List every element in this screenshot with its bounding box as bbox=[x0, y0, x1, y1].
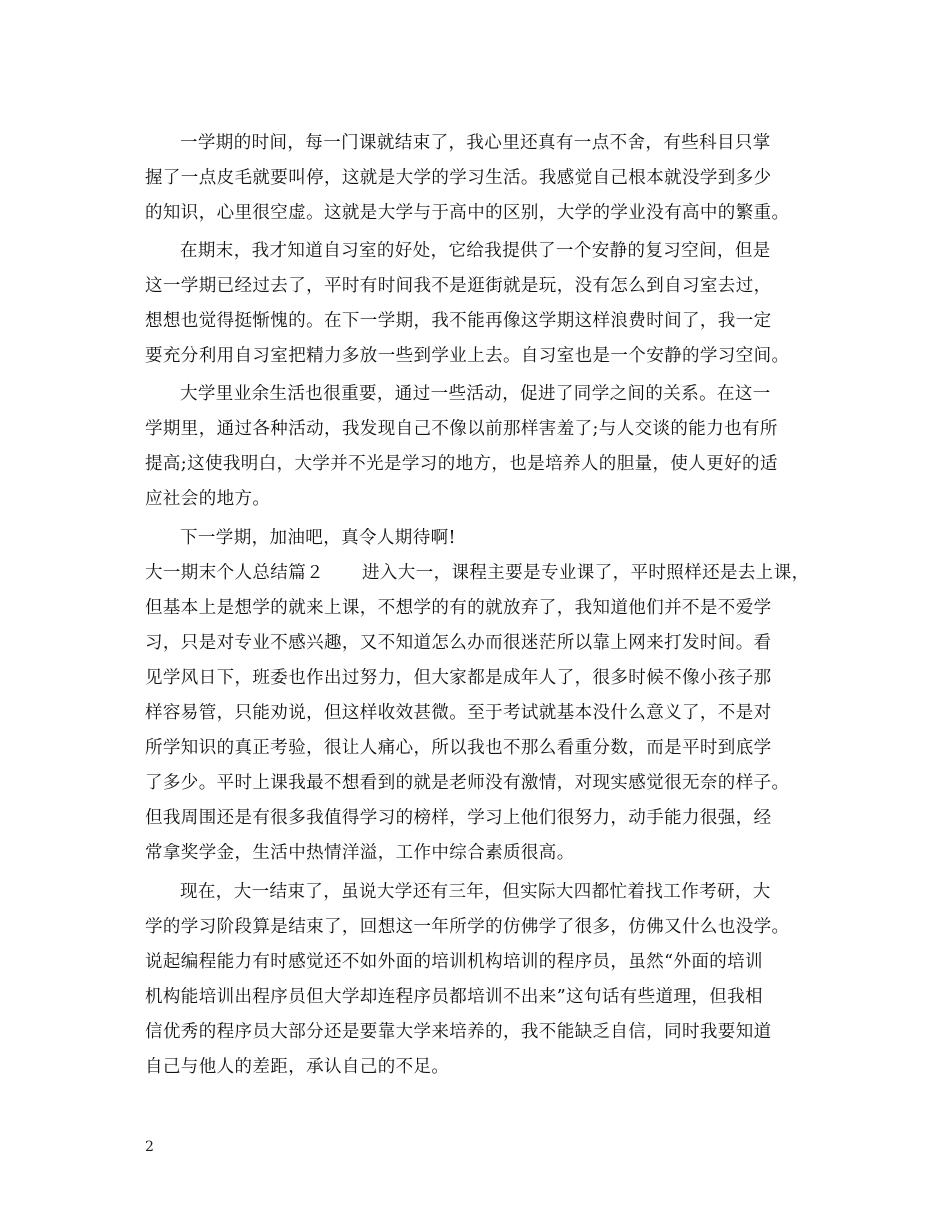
text-line: 样容易管，只能劝说，但这样收效甚微。至于考试就基本没什么意义了，不是对 bbox=[145, 703, 772, 723]
text-line: 进入大一，课程主要是专业课了，平时照样还是去上课， bbox=[362, 563, 810, 583]
text-line: 说起编程能力有时感觉还不如外面的培训机构培训的程序员，虽然“外面的培训 bbox=[145, 952, 763, 972]
text-line: 了多少。平时上课我最不想看到的就是老师没有激情，对现实感觉很无奈的样子。 bbox=[145, 773, 790, 793]
text-line: 这一学期已经过去了，平时有时间我不是逛街就是玩，没有怎么到自习室去过， bbox=[145, 276, 772, 296]
text-line: 但基本上是想学的就来上课，不想学的有的就放弃了，我知道他们并不是不爱学 bbox=[145, 598, 772, 618]
text-line: 常拿奖学金，生活中热情洋溢，工作中综合素质很高。 bbox=[145, 843, 575, 863]
text-line: 的知识，心里很空虚。这就是大学与于高中的区别，大学的学业没有高中的繁重。 bbox=[145, 203, 790, 223]
text-line: 学期里，通过各种活动，我发现自己不像以前那样害羞了;与人交谈的能力也有所 bbox=[145, 419, 778, 439]
text-line: 机构能培训出程序员但大学却连程序员都培训不出来”这句话有些道理，但我相 bbox=[145, 987, 763, 1007]
text-line: 要充分利用自习室把精力多放一些到学业上去。自习室也是一个安静的学习空间。 bbox=[145, 346, 790, 366]
text-line: 想想也觉得挺惭愧的。在下一学期，我不能再像这学期这样浪费时间了，我一定 bbox=[145, 311, 772, 331]
text-line: 握了一点皮毛就要叫停，这就是大学的学习生活。我感觉自己根本就没学到多少 bbox=[145, 168, 772, 188]
section-heading-line bbox=[145, 561, 810, 585]
text-line: 见学风日下，班委也作出过努力，但大家都是成年人了，很多时候不像小孩子那 bbox=[145, 668, 772, 688]
text-line: 应社会的地方。 bbox=[145, 489, 271, 509]
text-line: 大学里业余生活也很重要，通过一些活动，促进了同学之间的关系。在这一 bbox=[180, 384, 771, 404]
text-line: 习，只是对专业不感兴趣，又不知道怎么办而很迷茫所以靠上网来打发时间。看 bbox=[145, 633, 772, 653]
text-line: 提高;这使我明白，大学并不光是学习的地方，也是培养人的胆量，使人更好的适 bbox=[145, 454, 778, 474]
text-line: 下一学期，加油吧，真令人期待啊! bbox=[180, 528, 456, 548]
text-line: 所学知识的真正考验，很让人痛心，所以我也不那么看重分数，而是平时到底学 bbox=[145, 738, 772, 758]
section-heading: 大一期末个人总结篇２ bbox=[145, 563, 324, 583]
text-line: 信优秀的程序员大部分还是要靠大学来培养的，我不能缺乏自信，同时我要知道 bbox=[145, 1022, 772, 1042]
text-line: 现在，大一结束了，虽说大学还有三年，但实际大四都忙着找工作考研，大 bbox=[180, 882, 771, 902]
text-line: 一学期的时间，每一门课就结束了，我心里还真有一点不舍，有些科目只掌 bbox=[180, 133, 771, 153]
text-line: 自己与他人的差距，承认自己的不足。 bbox=[145, 1057, 450, 1077]
text-line: 但我周围还是有很多我值得学习的榜样，学习上他们很努力，动手能力很强，经 bbox=[145, 808, 772, 828]
page-number: 2 bbox=[145, 1139, 154, 1155]
text-line: 学的学习阶段算是结束了，回想这一年所学的仿佛学了很多，仿佛又什么也没学。 bbox=[145, 917, 790, 937]
text-line: 在期末，我才知道自习室的好处，它给我提供了一个安静的复习空间，但是 bbox=[180, 241, 771, 261]
